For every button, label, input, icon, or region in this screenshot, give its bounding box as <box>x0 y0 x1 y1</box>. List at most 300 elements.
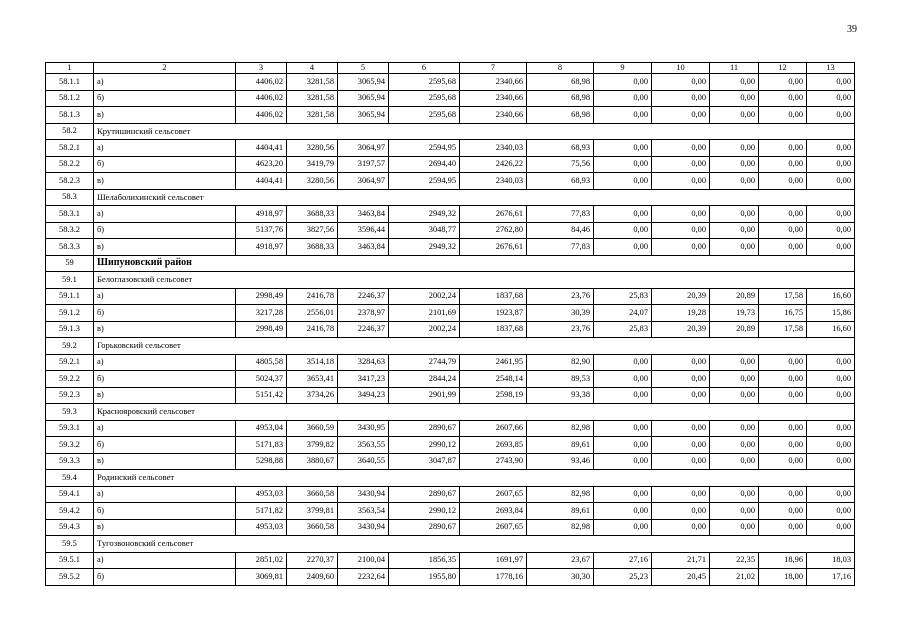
row-subtype: а) <box>94 140 236 157</box>
value-cell: 0,00 <box>759 387 807 404</box>
value-cell: 20,39 <box>652 288 710 305</box>
value-cell: 3281,58 <box>287 90 338 107</box>
value-cell: 2594,95 <box>389 173 460 190</box>
value-cell: 2246,37 <box>338 288 389 305</box>
value-cell: 16,60 <box>807 321 855 338</box>
value-cell: 93,38 <box>527 387 594 404</box>
row-code: 59.2.2 <box>46 371 94 388</box>
value-cell: 68,98 <box>527 74 594 91</box>
value-cell: 0,00 <box>807 239 855 256</box>
value-cell: 25,23 <box>594 569 652 586</box>
row-code: 59.4.2 <box>46 503 94 520</box>
table-row <box>46 140 855 157</box>
value-cell: 3688,33 <box>287 206 338 223</box>
row-code: 58.2.2 <box>46 156 94 173</box>
value-cell: 68,93 <box>527 140 594 157</box>
value-cell: 2101,69 <box>389 305 460 322</box>
section-code: 59.2 <box>46 338 94 355</box>
value-cell: 0,00 <box>807 173 855 190</box>
value-cell: 2762,80 <box>460 222 527 239</box>
value-cell: 0,00 <box>594 453 652 470</box>
value-cell: 19,73 <box>710 305 759 322</box>
value-cell: 0,00 <box>807 222 855 239</box>
value-cell: 2378,97 <box>338 305 389 322</box>
section-code: 58.3 <box>46 189 94 206</box>
value-cell: 0,00 <box>594 354 652 371</box>
value-cell: 4918,97 <box>236 206 287 223</box>
row-code: 58.2.3 <box>46 173 94 190</box>
value-cell: 3563,55 <box>338 437 389 454</box>
value-cell: 0,00 <box>710 156 759 173</box>
value-cell: 2890,67 <box>389 420 460 437</box>
section-title: Краснояровский сельсовет <box>94 404 855 421</box>
value-cell: 3463,84 <box>338 239 389 256</box>
value-cell: 0,00 <box>710 173 759 190</box>
value-cell: 3064,97 <box>338 173 389 190</box>
value-cell: 27,16 <box>594 552 652 569</box>
value-cell: 0,00 <box>710 354 759 371</box>
value-cell: 2340,03 <box>460 173 527 190</box>
row-subtype: б) <box>94 222 236 239</box>
value-cell: 4953,03 <box>236 519 287 536</box>
section-row <box>46 272 855 289</box>
value-cell: 1955,80 <box>389 569 460 586</box>
value-cell: 3430,94 <box>338 519 389 536</box>
section-title: Крутишинский сельсовет <box>94 123 855 140</box>
value-cell: 0,00 <box>710 90 759 107</box>
value-cell: 0,00 <box>710 206 759 223</box>
table-row <box>46 222 855 239</box>
value-cell: 3463,84 <box>338 206 389 223</box>
value-cell: 0,00 <box>710 453 759 470</box>
value-cell: 3734,26 <box>287 387 338 404</box>
value-cell: 3217,28 <box>236 305 287 322</box>
value-cell: 18,96 <box>759 552 807 569</box>
value-cell: 5171,83 <box>236 437 287 454</box>
value-cell: 3688,33 <box>287 239 338 256</box>
value-cell: 0,00 <box>759 420 807 437</box>
value-cell: 0,00 <box>807 437 855 454</box>
value-cell: 16,75 <box>759 305 807 322</box>
value-cell: 0,00 <box>594 206 652 223</box>
value-cell: 0,00 <box>710 239 759 256</box>
table-row <box>46 569 855 586</box>
value-cell: 3430,94 <box>338 486 389 503</box>
value-cell: 0,00 <box>759 107 807 124</box>
value-cell: 3197,57 <box>338 156 389 173</box>
section-title: Шелаболихинский сельсовет <box>94 189 855 206</box>
value-cell: 2607,66 <box>460 420 527 437</box>
district-row <box>46 255 855 272</box>
value-cell: 3799,81 <box>287 503 338 520</box>
value-cell: 0,00 <box>594 90 652 107</box>
value-cell: 3430,95 <box>338 420 389 437</box>
value-cell: 0,00 <box>759 173 807 190</box>
row-subtype: а) <box>94 486 236 503</box>
value-cell: 3596,44 <box>338 222 389 239</box>
value-cell: 82,98 <box>527 486 594 503</box>
value-cell: 2693,85 <box>460 437 527 454</box>
value-cell: 0,00 <box>652 453 710 470</box>
value-cell: 1837,68 <box>460 288 527 305</box>
row-code: 58.3.1 <box>46 206 94 223</box>
value-cell: 0,00 <box>710 371 759 388</box>
value-cell: 0,00 <box>759 354 807 371</box>
table-row <box>46 486 855 503</box>
value-cell: 5171,82 <box>236 503 287 520</box>
table-row <box>46 552 855 569</box>
value-cell: 2595,68 <box>389 74 460 91</box>
value-cell: 3281,58 <box>287 74 338 91</box>
value-cell: 0,00 <box>759 140 807 157</box>
value-cell: 0,00 <box>759 371 807 388</box>
table-row <box>46 156 855 173</box>
value-cell: 30,30 <box>527 569 594 586</box>
row-subtype: в) <box>94 387 236 404</box>
row-subtype: в) <box>94 519 236 536</box>
value-cell: 77,83 <box>527 206 594 223</box>
district-title: Шипуновский район <box>94 255 855 272</box>
value-cell: 89,53 <box>527 371 594 388</box>
value-cell: 30,39 <box>527 305 594 322</box>
row-subtype: в) <box>94 453 236 470</box>
value-cell: 21,71 <box>652 552 710 569</box>
value-cell: 25,83 <box>594 288 652 305</box>
value-cell: 5151,42 <box>236 387 287 404</box>
column-number: 6 <box>389 63 460 74</box>
value-cell: 0,00 <box>594 74 652 91</box>
value-cell: 2340,03 <box>460 140 527 157</box>
value-cell: 24,07 <box>594 305 652 322</box>
value-cell: 23,67 <box>527 552 594 569</box>
value-cell: 4953,04 <box>236 420 287 437</box>
row-code: 58.2.1 <box>46 140 94 157</box>
row-subtype: б) <box>94 305 236 322</box>
value-cell: 0,00 <box>759 206 807 223</box>
value-cell: 25,83 <box>594 321 652 338</box>
value-cell: 3514,18 <box>287 354 338 371</box>
value-cell: 0,00 <box>710 437 759 454</box>
value-cell: 3065,94 <box>338 107 389 124</box>
section-title: Горьковский сельсовет <box>94 338 855 355</box>
value-cell: 3280,56 <box>287 173 338 190</box>
value-cell: 2340,66 <box>460 90 527 107</box>
row-subtype: в) <box>94 239 236 256</box>
value-cell: 2232,64 <box>338 569 389 586</box>
value-cell: 0,00 <box>594 420 652 437</box>
value-cell: 82,90 <box>527 354 594 371</box>
value-cell: 0,00 <box>807 140 855 157</box>
value-cell: 2676,61 <box>460 239 527 256</box>
value-cell: 0,00 <box>652 156 710 173</box>
row-subtype: а) <box>94 354 236 371</box>
section-code: 59.5 <box>46 536 94 553</box>
value-cell: 0,00 <box>807 206 855 223</box>
value-cell: 1923,87 <box>460 305 527 322</box>
value-cell: 2416,78 <box>287 288 338 305</box>
value-cell: 2607,65 <box>460 519 527 536</box>
value-cell: 0,00 <box>807 371 855 388</box>
value-cell: 3048,77 <box>389 222 460 239</box>
row-subtype: в) <box>94 107 236 124</box>
table-row <box>46 387 855 404</box>
row-code: 59.1.1 <box>46 288 94 305</box>
row-code: 59.1.3 <box>46 321 94 338</box>
value-cell: 1837,68 <box>460 321 527 338</box>
column-number: 3 <box>236 63 287 74</box>
table-row <box>46 519 855 536</box>
value-cell: 22,35 <box>710 552 759 569</box>
row-subtype: б) <box>94 371 236 388</box>
row-subtype: а) <box>94 288 236 305</box>
column-number: 10 <box>652 63 710 74</box>
value-cell: 0,00 <box>759 222 807 239</box>
value-cell: 0,00 <box>594 387 652 404</box>
value-cell: 0,00 <box>710 486 759 503</box>
value-cell: 2998,49 <box>236 321 287 338</box>
value-cell: 2990,12 <box>389 437 460 454</box>
value-cell: 18,00 <box>759 569 807 586</box>
row-code: 59.3.2 <box>46 437 94 454</box>
value-cell: 3640,55 <box>338 453 389 470</box>
value-cell: 0,00 <box>807 156 855 173</box>
row-subtype: б) <box>94 156 236 173</box>
value-cell: 4404,41 <box>236 140 287 157</box>
value-cell: 2949,32 <box>389 239 460 256</box>
value-cell: 2340,66 <box>460 74 527 91</box>
value-cell: 0,00 <box>652 173 710 190</box>
value-cell: 0,00 <box>807 90 855 107</box>
value-cell: 0,00 <box>652 107 710 124</box>
value-cell: 3660,58 <box>287 519 338 536</box>
row-code: 58.1.2 <box>46 90 94 107</box>
row-code: 59.2.3 <box>46 387 94 404</box>
value-cell: 3065,94 <box>338 90 389 107</box>
value-cell: 17,58 <box>759 321 807 338</box>
column-number: 7 <box>460 63 527 74</box>
value-cell: 0,00 <box>594 503 652 520</box>
row-subtype: а) <box>94 552 236 569</box>
row-code: 59.4.1 <box>46 486 94 503</box>
table-row <box>46 239 855 256</box>
section-title: Белоглазовский сельсовет <box>94 272 855 289</box>
value-cell: 0,00 <box>594 173 652 190</box>
value-cell: 0,00 <box>710 74 759 91</box>
value-cell: 0,00 <box>652 420 710 437</box>
table-row <box>46 288 855 305</box>
value-cell: 5298,88 <box>236 453 287 470</box>
value-cell: 0,00 <box>807 503 855 520</box>
value-cell: 0,00 <box>759 519 807 536</box>
column-number: 12 <box>759 63 807 74</box>
value-cell: 0,00 <box>807 453 855 470</box>
value-cell: 0,00 <box>807 107 855 124</box>
value-cell: 20,89 <box>710 321 759 338</box>
value-cell: 1856,35 <box>389 552 460 569</box>
tariff-table <box>45 62 855 586</box>
value-cell: 0,00 <box>807 387 855 404</box>
value-cell: 4918,97 <box>236 239 287 256</box>
page-number: 39 <box>847 24 857 35</box>
row-subtype: в) <box>94 321 236 338</box>
value-cell: 2851,02 <box>236 552 287 569</box>
value-cell: 2246,37 <box>338 321 389 338</box>
column-number: 9 <box>594 63 652 74</box>
value-cell: 0,00 <box>594 156 652 173</box>
value-cell: 75,56 <box>527 156 594 173</box>
value-cell: 23,76 <box>527 321 594 338</box>
value-cell: 2002,24 <box>389 288 460 305</box>
value-cell: 4406,02 <box>236 90 287 107</box>
table-row <box>46 74 855 91</box>
value-cell: 2990,12 <box>389 503 460 520</box>
value-cell: 2416,78 <box>287 321 338 338</box>
table-body <box>46 63 855 586</box>
value-cell: 5137,76 <box>236 222 287 239</box>
value-cell: 4805,58 <box>236 354 287 371</box>
table-row <box>46 107 855 124</box>
table-row <box>46 420 855 437</box>
value-cell: 0,00 <box>652 206 710 223</box>
value-cell: 0,00 <box>652 354 710 371</box>
value-cell: 68,98 <box>527 90 594 107</box>
section-row <box>46 404 855 421</box>
table-row <box>46 305 855 322</box>
value-cell: 2607,65 <box>460 486 527 503</box>
value-cell: 2002,24 <box>389 321 460 338</box>
value-cell: 3280,56 <box>287 140 338 157</box>
value-cell: 3494,23 <box>338 387 389 404</box>
row-code: 59.1.2 <box>46 305 94 322</box>
value-cell: 0,00 <box>759 239 807 256</box>
row-subtype: б) <box>94 569 236 586</box>
row-code: 59.4.3 <box>46 519 94 536</box>
section-code: 59.4 <box>46 470 94 487</box>
value-cell: 82,98 <box>527 519 594 536</box>
value-cell: 93,46 <box>527 453 594 470</box>
value-cell: 0,00 <box>652 519 710 536</box>
value-cell: 2949,32 <box>389 206 460 223</box>
value-cell: 18,03 <box>807 552 855 569</box>
value-cell: 17,16 <box>807 569 855 586</box>
row-subtype: а) <box>94 74 236 91</box>
value-cell: 0,00 <box>652 90 710 107</box>
value-cell: 0,00 <box>652 437 710 454</box>
value-cell: 4953,03 <box>236 486 287 503</box>
table-row <box>46 437 855 454</box>
value-cell: 0,00 <box>710 222 759 239</box>
section-row <box>46 470 855 487</box>
value-cell: 2890,67 <box>389 486 460 503</box>
table-row <box>46 90 855 107</box>
value-cell: 0,00 <box>652 371 710 388</box>
value-cell: 2426,22 <box>460 156 527 173</box>
value-cell: 3281,58 <box>287 107 338 124</box>
value-cell: 0,00 <box>807 519 855 536</box>
value-cell: 20,45 <box>652 569 710 586</box>
row-code: 59.5.2 <box>46 569 94 586</box>
section-row <box>46 189 855 206</box>
value-cell: 0,00 <box>594 107 652 124</box>
value-cell: 77,83 <box>527 239 594 256</box>
value-cell: 3563,54 <box>338 503 389 520</box>
value-cell: 3284,63 <box>338 354 389 371</box>
value-cell: 2598,19 <box>460 387 527 404</box>
value-cell: 2694,40 <box>389 156 460 173</box>
section-code: 59.3 <box>46 404 94 421</box>
row-code: 58.1.3 <box>46 107 94 124</box>
value-cell: 0,00 <box>759 156 807 173</box>
section-title: Родинский сельсовет <box>94 470 855 487</box>
value-cell: 4404,41 <box>236 173 287 190</box>
value-cell: 0,00 <box>759 486 807 503</box>
column-number: 5 <box>338 63 389 74</box>
value-cell: 16,60 <box>807 288 855 305</box>
table-row <box>46 321 855 338</box>
value-cell: 2556,01 <box>287 305 338 322</box>
value-cell: 82,98 <box>527 420 594 437</box>
row-subtype: а) <box>94 420 236 437</box>
table-row <box>46 206 855 223</box>
value-cell: 0,00 <box>710 140 759 157</box>
column-number: 8 <box>527 63 594 74</box>
value-cell: 68,98 <box>527 107 594 124</box>
value-cell: 89,61 <box>527 437 594 454</box>
value-cell: 2693,84 <box>460 503 527 520</box>
value-cell: 0,00 <box>807 354 855 371</box>
table-row <box>46 354 855 371</box>
value-cell: 3827,56 <box>287 222 338 239</box>
value-cell: 3047,87 <box>389 453 460 470</box>
value-cell: 0,00 <box>652 140 710 157</box>
row-code: 58.1.1 <box>46 74 94 91</box>
value-cell: 2743,90 <box>460 453 527 470</box>
value-cell: 0,00 <box>652 74 710 91</box>
value-cell: 3799,82 <box>287 437 338 454</box>
section-code: 59.1 <box>46 272 94 289</box>
value-cell: 0,00 <box>759 74 807 91</box>
row-code: 59.2.1 <box>46 354 94 371</box>
value-cell: 3660,58 <box>287 486 338 503</box>
column-number-row <box>46 63 855 74</box>
value-cell: 3880,67 <box>287 453 338 470</box>
table-row <box>46 371 855 388</box>
value-cell: 0,00 <box>652 387 710 404</box>
value-cell: 0,00 <box>652 222 710 239</box>
value-cell: 2340,66 <box>460 107 527 124</box>
value-cell: 4406,02 <box>236 107 287 124</box>
value-cell: 3064,97 <box>338 140 389 157</box>
row-code: 58.3.2 <box>46 222 94 239</box>
value-cell: 89,61 <box>527 503 594 520</box>
column-number: 13 <box>807 63 855 74</box>
value-cell: 0,00 <box>710 107 759 124</box>
value-cell: 0,00 <box>594 140 652 157</box>
column-number: 4 <box>287 63 338 74</box>
value-cell: 19,28 <box>652 305 710 322</box>
value-cell: 21,02 <box>710 569 759 586</box>
value-cell: 20,89 <box>710 288 759 305</box>
value-cell: 2744,79 <box>389 354 460 371</box>
value-cell: 0,00 <box>594 239 652 256</box>
value-cell: 2594,95 <box>389 140 460 157</box>
row-code: 58.3.3 <box>46 239 94 256</box>
column-number: 11 <box>710 63 759 74</box>
value-cell: 0,00 <box>710 503 759 520</box>
value-cell: 0,00 <box>807 486 855 503</box>
value-cell: 0,00 <box>807 420 855 437</box>
value-cell: 0,00 <box>594 222 652 239</box>
